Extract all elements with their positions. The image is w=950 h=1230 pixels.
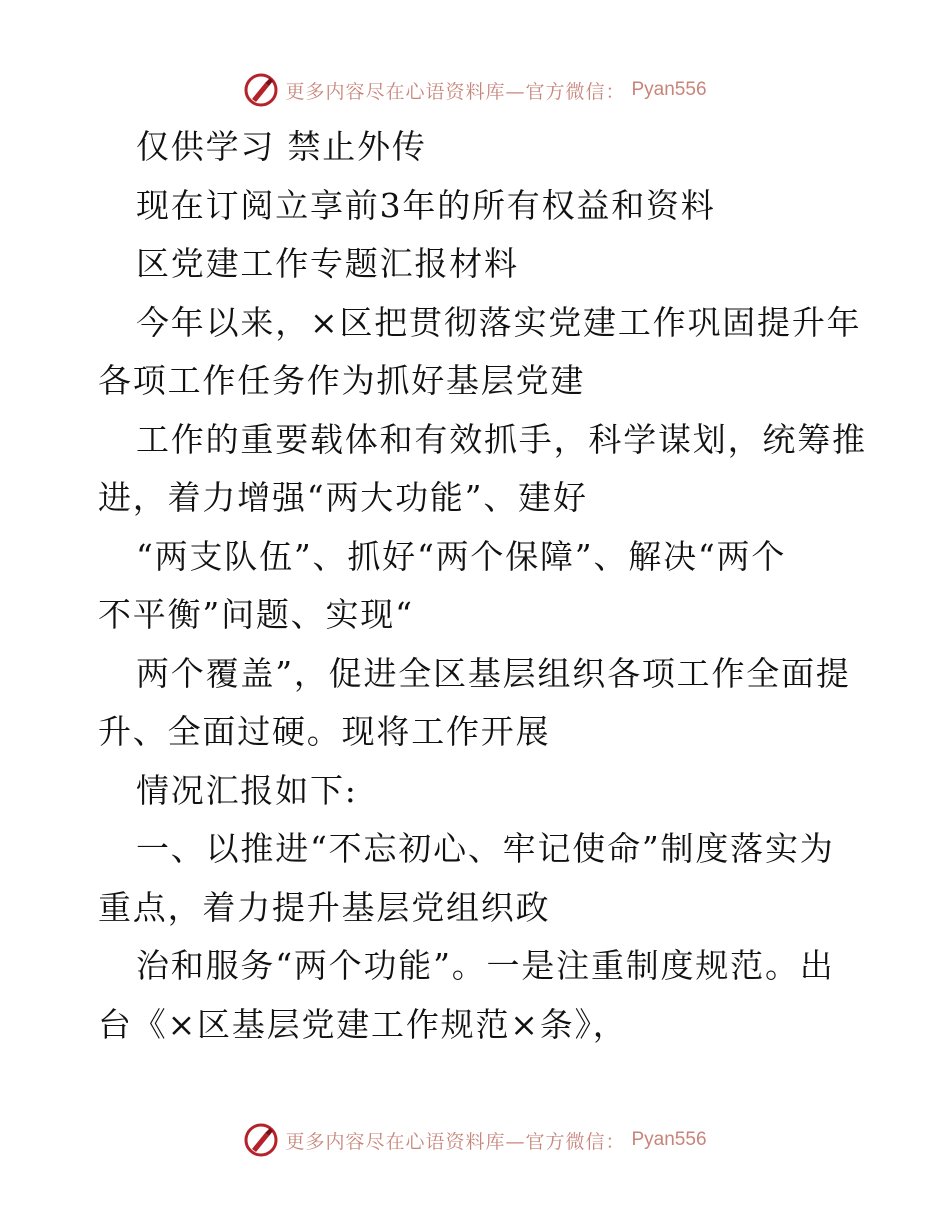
header-banner-text: 更多内容尽在心语资料库—官方微信： <box>285 80 626 103</box>
header-banner <box>0 70 950 110</box>
paragraph-line: 升、全面过硬。现将工作开展 <box>98 712 551 751</box>
paragraph-line: 不平衡”问题、实现“ <box>98 595 414 634</box>
section-heading-line: 一、以推进“不忘初心、牢记使命”制度落实为 <box>136 829 835 868</box>
paragraph-line: 现在订阅立享前3年的所有权益和资料 <box>136 185 716 225</box>
footer-banner-text: 更多内容尽在心语资料库—官方微信： <box>285 1130 626 1153</box>
paragraph-line: 仅供学习 禁止外传 <box>136 127 427 166</box>
document-title: 区党建工作专题汇报材料 <box>136 244 519 283</box>
paragraph-line: 两个覆盖”，促进全区基层组织各项工作全面提 <box>136 653 851 693</box>
paragraph-line: 重点，着力提升基层党组织政 <box>98 887 551 927</box>
pen-logo-icon <box>243 72 279 108</box>
paragraph-line: 今年以来，×区把贯彻落实党建工作巩固提升年 <box>136 302 862 342</box>
footer-banner-id: Pyan556 <box>631 1129 707 1150</box>
footer-banner <box>0 1120 950 1160</box>
paragraph-line: 各项工作任务作为抓好基层党建 <box>98 361 586 400</box>
document-body <box>98 118 867 1054</box>
paragraph-line: 治和服务“两个功能”。一是注重制度规范。出 <box>136 946 835 985</box>
paragraph-line: “两支队伍”、抓好“两个保障”、解决“两个 <box>136 536 787 576</box>
paragraph-line: 情况汇报如下: <box>136 770 358 810</box>
header-banner-id: Pyan556 <box>631 79 707 100</box>
pen-logo-icon <box>243 1122 279 1158</box>
paragraph-line: 进，着力增强“两大功能”、建好 <box>98 478 588 517</box>
paragraph-line: 工作的重要载体和有效抓手，科学谋划，统筹推 <box>136 419 867 459</box>
paragraph-line: 台《×区基层党建工作规范×条》， <box>98 1004 628 1044</box>
